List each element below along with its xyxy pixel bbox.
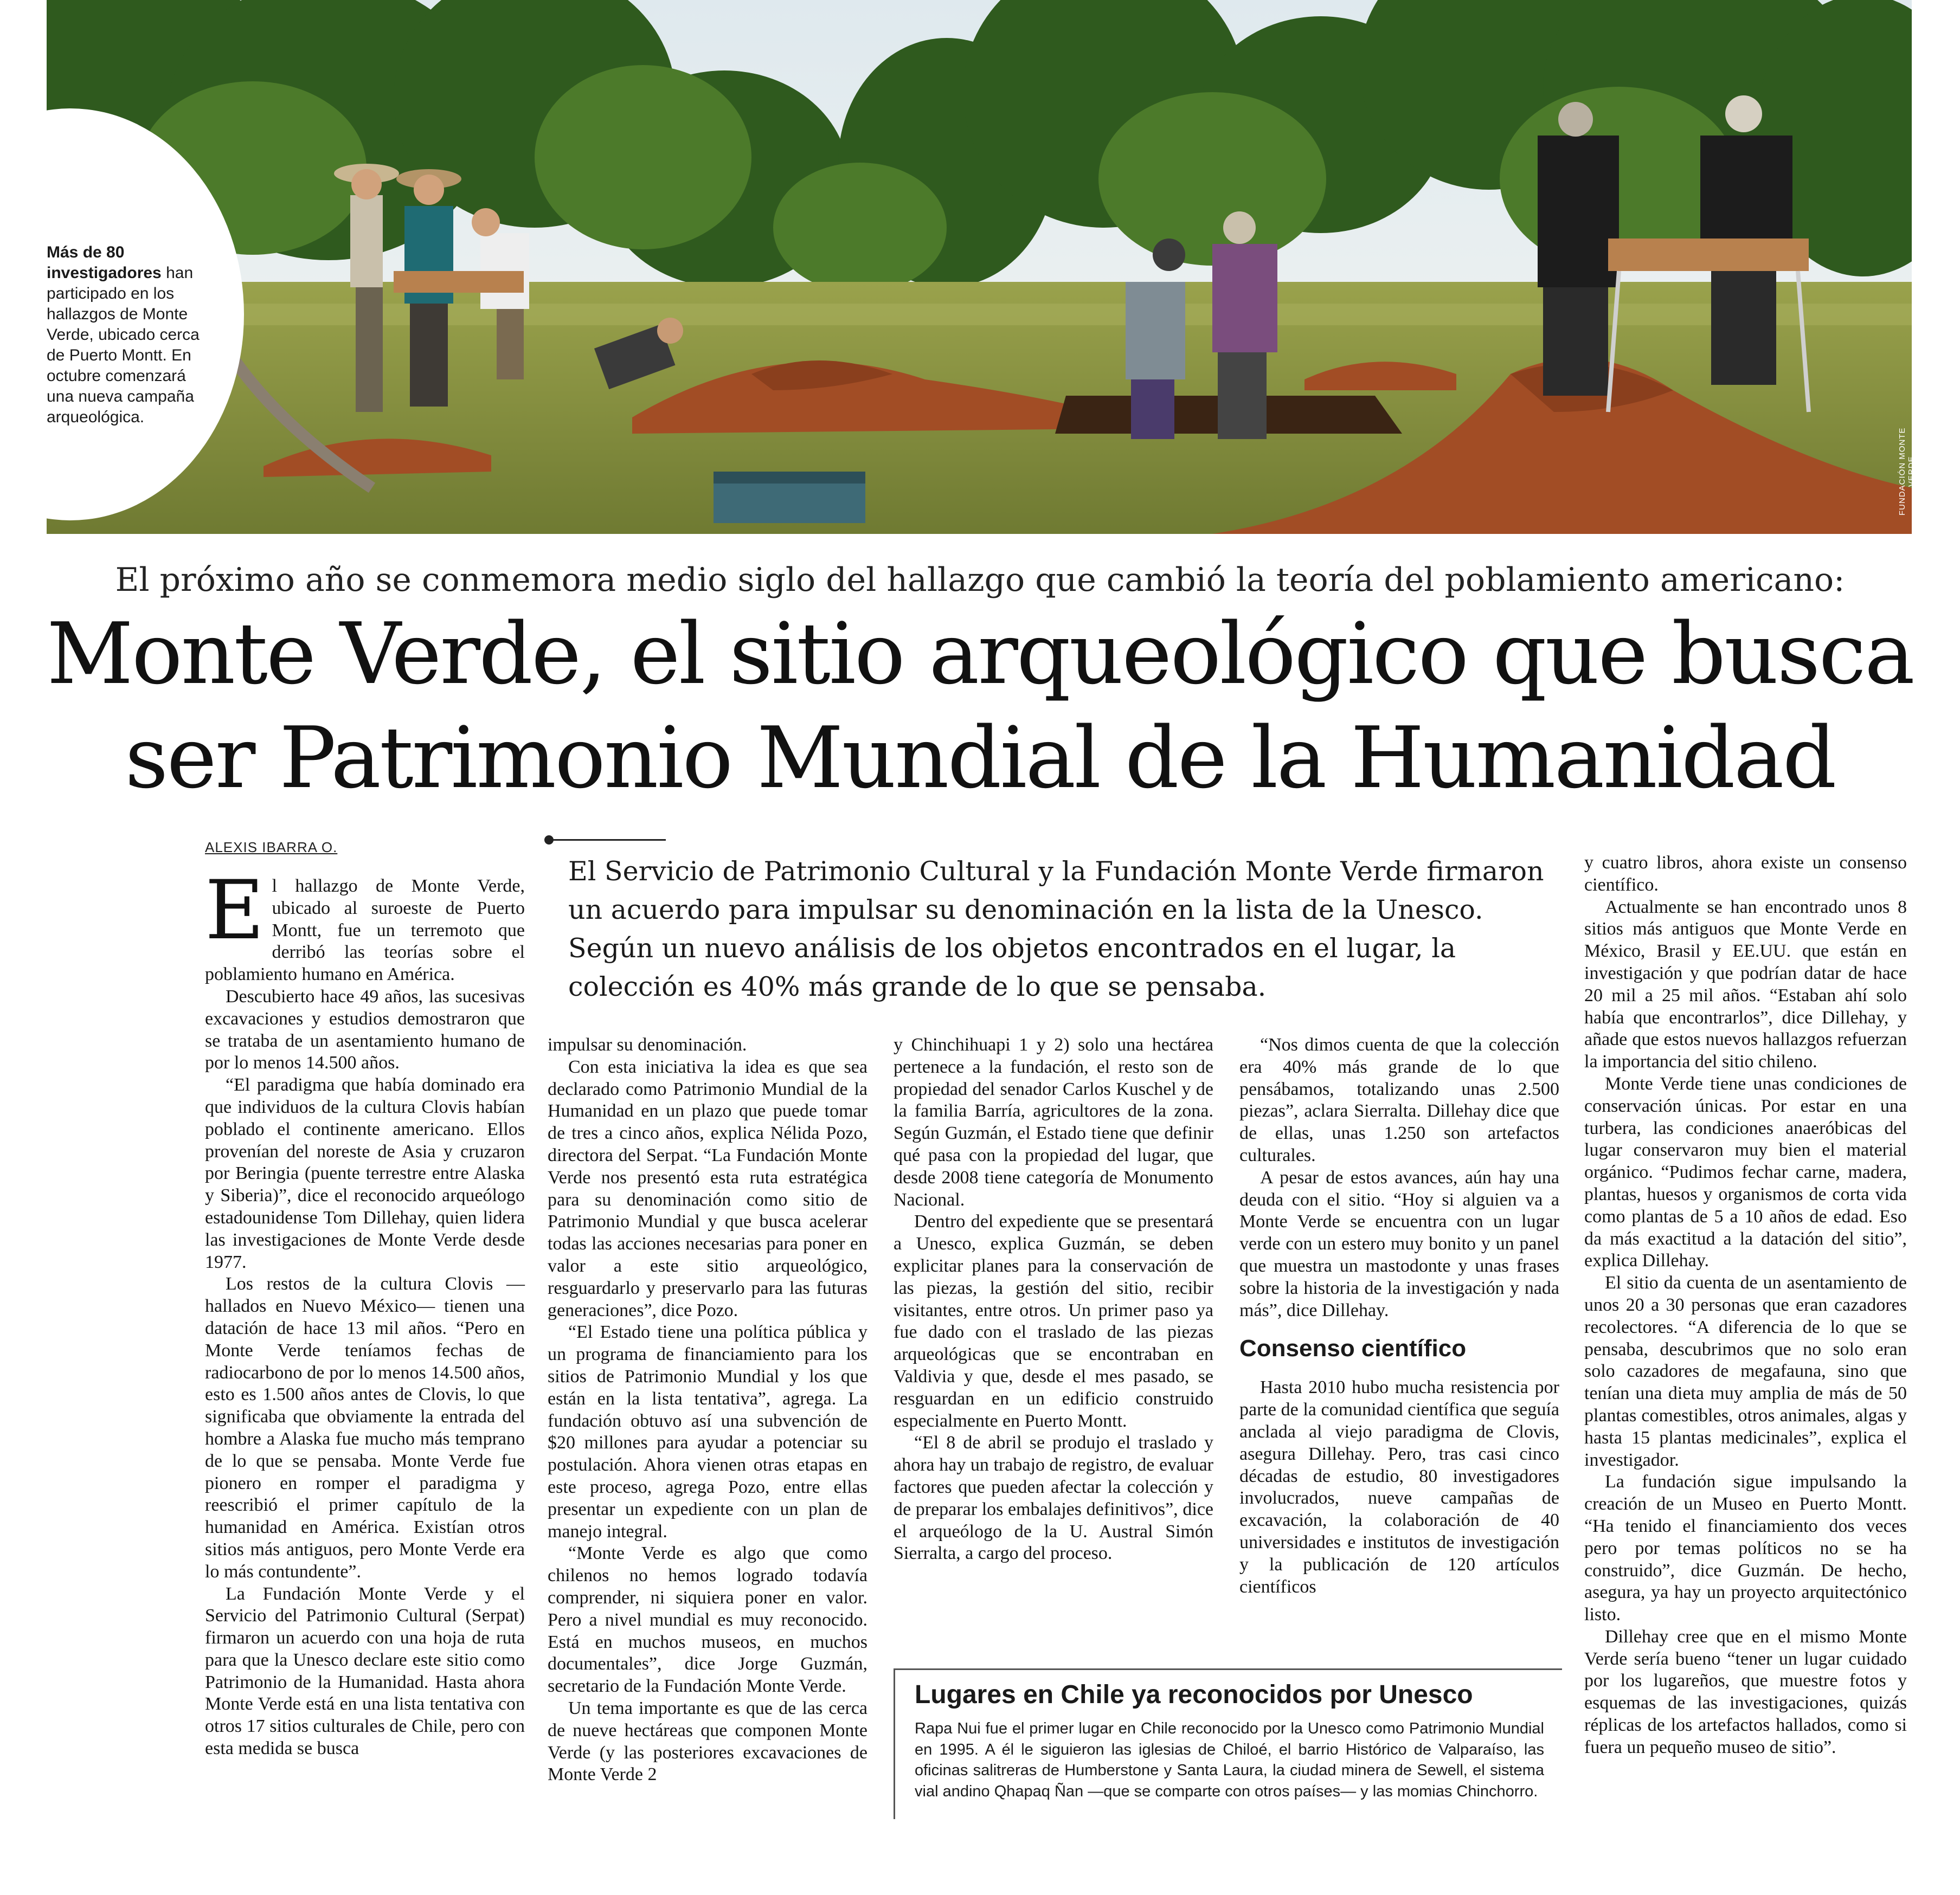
headline-line-2: ser Patrimonio Mundial de la Humanidad — [125, 708, 1835, 807]
article-photo — [47, 0, 1916, 534]
paragraph: Un tema importante es que de las cerca de nueve hectáreas que componen Monte Verde (y las posteriores excavaciones de Monte Verde 2 — [548, 1698, 867, 1785]
sidebar-title: Lugares en Chile ya reconocidos por Unesco — [915, 1680, 1473, 1709]
caption-bold: Más de 80 investigadores — [47, 243, 162, 282]
paragraph: Actualmente se han encontrado unos 8 sitios más antiguos que Monte Verde en México, Brasil y EE.UU. que están en investigación y que podrían datar de hace 20 mil a 25 mil años. “Estaban ahí solo había que encontrarlos”, dice Dillehay, y añade que estos nuevos hallazgos refuerzan la importancia del sitio chileno. — [1584, 897, 1907, 1072]
paragraph: Dentro del expediente que se presentará a Unesco, explica Guzmán, se deben explicitar planes para la conservación de las piezas, la gestión del sitio, recibir visitantes, entre otros. Un primer paso ya fue dado con el traslado de las piezas arqueológicas que se encontraban en Valdivia y que, desde el mes pasado, se resguardan en un edificio construido especialmente en Puerto Montt. — [894, 1211, 1213, 1431]
column-1 — [205, 863, 525, 1760]
paragraph: “El 8 de abril se produjo el traslado y ahora hay un trabajo de registro, de evaluar factores que pueden afectar la colección y de preparar los embalajes definitivos”, dice el arqueólogo de la U. Austral Simón Sierralta, a cargo del proceso. — [894, 1433, 1213, 1564]
paragraph: “Nos dimos cuenta de que la colección era 40% más grande de lo que pensábamos, totalizando unas 2.500 piezas”, aclara Sierralta. Dillehay dice que de ellas, unas 1.250 son artefactos culturales. — [1239, 1035, 1559, 1165]
photo-credit: FUNDACIÓN MONTE VERDE — [1898, 427, 1916, 516]
paragraph: y Chinchihuapi 1 y 2) solo una hectárea pertenece a la fundación, el resto son de propiedad del senador Carlos Kuschel y de la familia Barría, agricultores de la zona. Según Guzmán, el Estado tiene que definir qué pasa con la propiedad del lugar, que desde 2008 tiene categoría de Monumento Nacional. — [894, 1035, 1213, 1210]
column-4 — [1239, 1034, 1559, 1598]
paragraph: Descubierto hace 49 años, las sucesivas excavaciones y estudios demostraron que se trataba de un asentamiento humano de por lo menos 14.500 años. — [205, 986, 525, 1073]
paragraph: y cuatro libros, ahora existe un consenso científico. — [1584, 853, 1907, 895]
paragraph-text: l hallazgo de Monte Verde, ubicado al suroeste de Puerto Montt, fue un terremoto que derribó las teorías sobre el poblamiento humano en América. — [205, 876, 525, 985]
unesco-sidebar — [894, 1668, 1560, 1819]
photo-caption — [47, 242, 209, 428]
paragraph: impulsar su denominación. — [548, 1035, 747, 1055]
byline: ALEXIS IBARRA O. — [205, 839, 338, 855]
headline — [0, 602, 1960, 810]
sidebar-body: Rapa Nui fue el primer lugar en Chile reconocido por la Unesco como Patrimonio Mundial en 1995. A él le siguieron las iglesias de Chiloé, el barrio Histórico de Valparaíso, las oficinas salitreras de Humberstone y Santa Laura, la ciudad minera de Sewell, el sistema vial andino Qhapaq Ñan —que se comparte con otros países— y las momias Chinchorro. — [915, 1720, 1544, 1800]
paragraph: La Fundación Monte Verde y el Servicio del Patrimonio Cultural (Serpat) firmaron un acuerdo con una hoja de ruta para que la Unesco declare este sitio como Patrimonio de la Humanidad. Hasta ahora Monte Verde está en una lista tentativa con otros 17 sitios culturales de Chile, pero con esta medida se busca — [205, 1583, 525, 1759]
paragraph: Monte Verde tiene unas condiciones de conservación únicas. Por estar en una turbera, las condiciones anaeróbicas del lugar conservaron muy bien el material orgánico. “Pudimos fechar carne, madera, plantas, huesos y organismos de corta vida como plantas de 5 a 10 años de edad. Eso da más exactitud a la datación del sitio”, explica Dillehay. — [1584, 1073, 1907, 1271]
deck: El Servicio de Patrimonio Cultural y la Fundación Monte Verde firmaron un acuerdo para impulsar su denominación en la lista de la Unesco. Según un nuevo análisis de los objetos encontrados en el lugar, la colección es 40% más grande de lo que se pensaba. — [568, 856, 1544, 1002]
paragraph: A pesar de estos avances, aún hay una deuda con el sitio. “Hoy si alguien va a Monte Verde se encuentra con un lugar verde con un estero muy bonito y un panel que muestra un mastodonte y unas frases sobre la historia de la investigación y nada más”, dice Dillehay. — [1239, 1167, 1559, 1320]
paragraph: Los restos de la cultura Clovis —hallados en Nuevo México— tienen una datación de hace 13 mil años. “Pero en Monte Verde teníamos fechas de radiocarbono de por lo menos 14.500 años, esto es 1.500 años antes de Clovis, lo que significaba que obviamente la entrada del hombre a Alaska fue mucho más temprano de lo que se pensaba. Monte Verde fue pionero en romper el paradigma y reescribió el primer capítulo de la humanidad en América. Existían otros sitios más antiguos, pero Monte Verde era lo más contundente”. — [205, 1274, 525, 1582]
paragraph: La fundación sigue impulsando la creación de un Museo en Puerto Montt. “Ha tenido el financiamiento dos veces pero por temas políticos no se ha construido”, dice Guzmán. De hecho, asegura, ya hay un proyecto arquitectónico listo. — [1584, 1472, 1907, 1625]
paragraph: Con esta iniciativa la idea es que sea declarado como Patrimonio Mundial de la Humanidad en un plazo que puede tomar de tres a cinco años, explica Nélida Pozo, directora del Serpat. “La Fundación Monte Verde nos presentó esta ruta estratégica para su denominación como sitio de Patrimonio Mundial y que busca acelerar todas las acciones necesarias para poner en valor a este sitio arqueológico, resguardarlo y preservarlo para las futuras generaciones”, dice Pozo. — [548, 1056, 867, 1320]
paragraph: Dillehay cree que en el mismo Monte Verde sería bueno “tener un lugar cuidado por los lugareños, que muestre fotos y esquemas de las investigaciones, quizás réplicas de los artefactos hallados, como si fuera un pequeño museo de sitio”. — [1584, 1626, 1907, 1757]
headline-line-1: Monte Verde, el sitio arqueológico que busca — [47, 604, 1913, 703]
paragraph: El sitio da cuenta de un asentamiento de unos 20 a 30 personas que eran cazadores recolectores. “A diferencia de lo que se pensaba, descubrimos que no solo eran solo cazadores de megafauna, sino que tenían una dieta muy amplia de más de 50 plantas comestibles, otros animales, algas y hasta 15 plantas medicinales”, explica el investigador. — [1584, 1273, 1907, 1470]
paragraph: Hasta 2010 hubo mucha resistencia por parte de la comunidad científica que seguía anclada al viejo paradigma de Clovis, asegura Dillehay. Pero, tras casi cinco décadas de estudio, 80 investigadores involucrados, nueve campañas de excavación, la colaboración de 40 universidades e institutos de investigación y la publicación de 120 artículos científicos — [1239, 1377, 1559, 1597]
paragraph — [205, 863, 525, 986]
column-5 — [1584, 852, 1907, 1759]
column-3 — [894, 1034, 1213, 1565]
paragraph: “Monte Verde es algo que como chilenos no hemos logrado todavía comprender, ni siquiera poner en valor. Pero a nivel mundial es muy reconocido. Está en muchos museos, en muchos documentales”, dice Jorge Guzmán, secretario de la Fundación Monte Verde. — [548, 1543, 867, 1697]
drop-cap: E — [205, 863, 265, 958]
sidebar-rule — [895, 1668, 1562, 1670]
column-2 — [548, 1034, 867, 1786]
kicker: El próximo año se conmemora medio siglo del hallazgo que cambió la teoría del poblamiento americano: — [115, 561, 1845, 599]
section-subhead: Consenso científico — [1239, 1335, 1467, 1362]
paragraph: “El paradigma que había dominado era que individuos de la cultura Clovis habían poblado el continente americano. Ellos provenían del noreste de Asia y cruzaron por Beringia (puente terrestre entre Alaska y Siberia)”, dice el reconocido arqueólogo estadounidense Tom Dillehay, quien lidera las investigaciones de Monte Verde desde 1977. — [205, 1075, 525, 1272]
caption-body: han participado en los hallazgos de Monte Verde, ubicado cerca de Puerto Montt. En octubre comenzará una nueva campaña arqueológica. — [47, 264, 200, 426]
paragraph: “El Estado tiene una política pública y un programa de financiamiento para los sitios de Patrimonio Mundial y los que están en la lista tentativa”, agrega. La fundación obtuvo así una subvención de $20 millones para ayudar a potenciar su postulación. Ahora vienen otras etapas en este proceso, agrega Pozo, entre ellas presentar un expediente con un plan de manejo integral. — [548, 1322, 867, 1542]
deck-dot — [544, 835, 554, 845]
excavation-illustration — [47, 0, 1916, 534]
deck-rule — [548, 839, 666, 841]
